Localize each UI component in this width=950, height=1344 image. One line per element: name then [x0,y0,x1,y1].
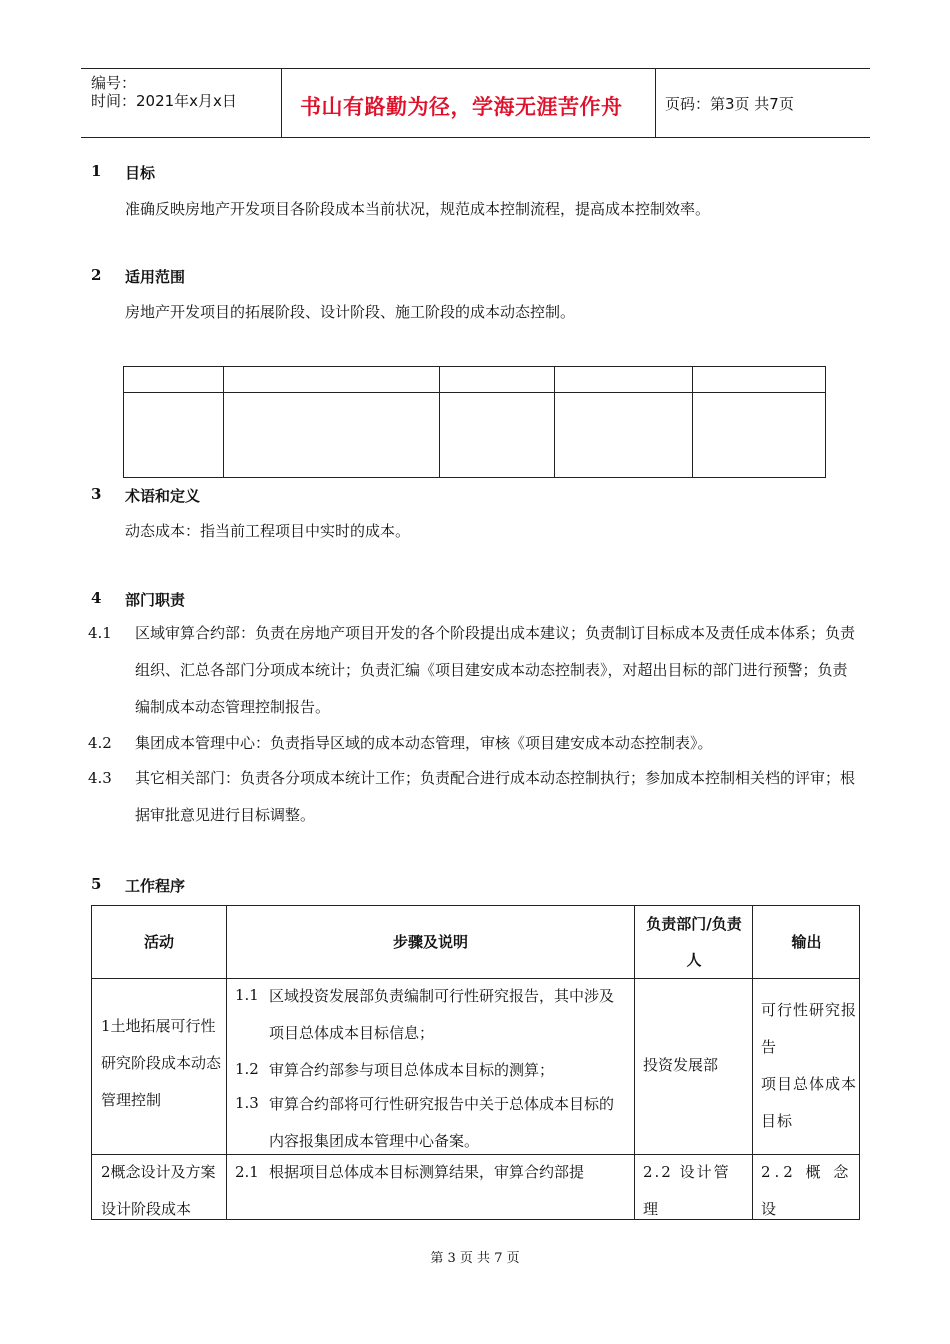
section-2-text: 房地产开发项目的拓展阶段、设计阶段、施工阶段的成本动态控制。 [125,303,576,321]
row-2-activity: 2概念设计及方案设计阶段成本 [101,1163,216,1218]
table-col-divider [752,906,753,1219]
section-3-text: 动态成本：指当前工程项目中实时的成本。 [125,522,411,540]
empty-table [123,366,826,478]
item-4-3-number: 4.3 [88,769,112,787]
empty-table-col-divider [554,367,555,477]
document-date: 时间：2021年x月x日 [91,92,237,110]
section-4-title: 部门职责 [125,591,186,609]
section-2-title: 适用范围 [125,268,186,286]
col-header-activity: 活动 [143,933,174,951]
section-1-number: 1 [91,162,102,180]
row-1-dept: 投资发展部 [643,1056,719,1074]
row-2-dept: 2.2 设计管理 [643,1163,731,1218]
section-3-number: 3 [91,485,102,503]
step-1-2-text: 审算合约部参与项目总体成本目标的测算； [269,1061,555,1079]
row-1-activity: 1土地拓展可行性研究阶段成本动态管理控制 [101,1017,222,1109]
step-1-3-text: 审算合约部将可行性研究报告中关于总体成本目标的内容报集团成本管理中心备案。 [269,1095,615,1150]
empty-table-row-divider [124,392,825,393]
col-header-dept: 负责部门/负责人 [646,915,742,969]
page-header [81,68,870,138]
page-indicator: 页码：第3页 共7页 [665,95,794,113]
col-header-output: 输出 [791,933,822,951]
header-left-cell [81,69,281,137]
step-1-1-number: 1.1 [235,986,259,1004]
section-2-number: 2 [91,266,102,284]
empty-table-col-divider [692,367,693,477]
table-col-divider [634,906,635,1219]
item-4-2-number: 4.2 [88,734,112,752]
item-4-3-text: 其它相关部门：负责各分项成本统计工作；负责配合进行成本动态控制执行；参加成本控制相关档的评审；根据审批意见进行目标调整。 [135,769,856,824]
document-number-label: 编号： [91,74,137,92]
section-5-number: 5 [91,875,102,893]
section-4-number: 4 [91,589,102,607]
row-1-output: 可行性研究报告 项目总体成本目标 [761,1001,858,1130]
step-1-3-number: 1.3 [235,1094,259,1112]
row-2-output: 2.2 概 念 设 [761,1163,853,1218]
item-4-1-text: 区域审算合约部：负责在房地产项目开发的各个阶段提出成本建议；负责制订目标成本及责任成本体系；负责组织、汇总各部门分项成本统计；负责汇编《项目建安成本动态控制表》，对超出目标的部门进行预警；负责编制成本动态管理控制报告。 [135,624,856,716]
empty-table-col-divider [439,367,440,477]
header-right-cell [655,69,870,137]
item-4-1-number: 4.1 [88,624,112,642]
section-5-title: 工作程序 [125,877,186,895]
step-1-2-number: 1.2 [235,1060,259,1078]
item-4-2-text: 集团成本管理中心：负责指导区域的成本动态管理，审核《项目建安成本动态控制表》。 [135,734,713,752]
header-motto-cell [281,69,656,137]
step-2-1-number: 2.1 [235,1163,259,1181]
page-footer: 第 3 页 共 7 页 [430,1251,520,1266]
table-col-divider [226,906,227,1219]
col-header-steps: 步骤及说明 [392,933,468,951]
empty-table-col-divider [223,367,224,477]
procedure-table [91,905,860,1220]
header-motto: 书山有路勤为径，学海无涯苦作舟 [300,95,623,119]
section-1-text: 准确反映房地产开发项目各阶段成本当前状况，规范成本控制流程，提高成本控制效率。 [125,200,711,218]
section-3-title: 术语和定义 [125,487,201,505]
section-1-title: 目标 [125,164,156,182]
step-2-1-text: 根据项目总体成本目标测算结果，审算合约部提 [269,1163,585,1181]
step-1-1-text: 区域投资发展部负责编制可行性研究报告，其中涉及项目总体成本目标信息； [269,987,615,1042]
